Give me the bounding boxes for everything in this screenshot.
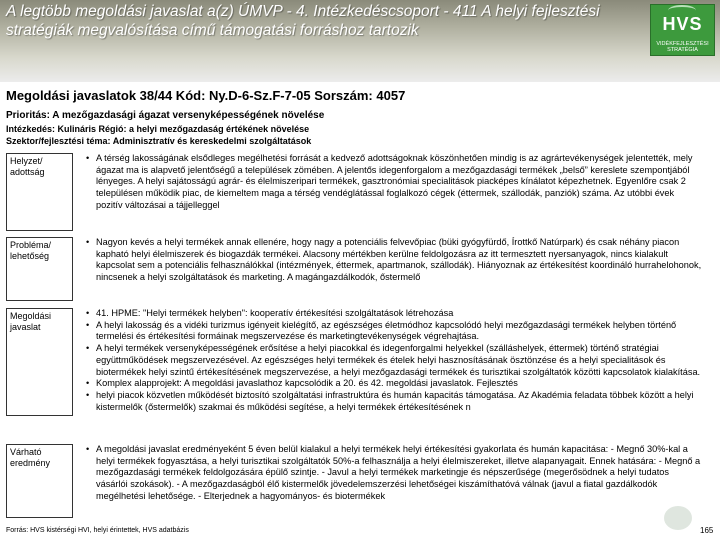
bullet-item: • helyi piacok közvetlen működését biztosító szolgáltatási infrastruktúra és humán kapacitás támogatása. Az Akadémia feladata többek között a helyi kistermelők (őstermelők) szakmai és működési segítése, a helyi termékek értékesítésének n: [88, 390, 703, 413]
page-number: 165: [700, 526, 714, 535]
logo-subtitle: VIDÉKFEJLESZTÉSI STRATÉGIA: [656, 41, 709, 53]
bullet-item: • A helyi termékek versenyképességének erősítése a helyi piacokkal és idegenforgalmi helyekkel (szálláshelyek, éttermek) történő stratégiai együttműködések megszervezésével. Az egészséges helyi termékek és ételek helyi hasznosításának ösztönzése és a helyi specialitások és biotermékek helyi szintű értékesítésének megszervezése, a helyi mezőgazdasági termékek és turisztikai szolgáltatók közötti kapcsolatok kialakítása.: [88, 343, 703, 378]
logo-text: HVS: [662, 14, 703, 34]
sector-line: Szektor/fejlesztési téma: Adminisztratív és kereskedelmi szolgáltatások: [6, 136, 312, 146]
bullet-item: • 41. HPME: "Helyi termékek helyben": kooperatív értékesítési szolgáltatások létrehozása: [88, 308, 703, 320]
bullet-list: [88, 308, 703, 413]
priority-line: Prioritás: A mezőgazdasági ágazat versenyképességének növelése: [6, 110, 325, 121]
footer-logo-icon: [664, 506, 692, 530]
bullet-list: [88, 237, 703, 284]
bullet-list: [88, 153, 703, 212]
hvs-logo: [650, 4, 715, 56]
bullet-list: [88, 444, 703, 503]
bullet-item: • A megoldási javaslat eredményeként 5 éven belül kialakul a helyi termékek helyi értékesítési gyakorlata és humán kapacitása: - Megnő 30%-kal a helyi termékek fogyasztása, a helyi turisztikai szolgáltatók 50%-a felhasználja a helyi élelmiszereket, illetve alapanyagait. Ennek hatására: - Megnő a mezőgazdasági termékek feldolgozására épülő szintje. - Javul a helyi termékek marketingje és népszerűsége (megerősödnek a helyi tudatos vásárlói szokások). - A mezőgazdaságból élő kistermelők jövedelemszerzési lehetőségei kiszámíthatóvá válnak (javul a fiatal gazdálkodók megélhetési lehetősége. - Elterjednek a hagyományos- és biotermékek: [88, 444, 703, 503]
header-banner: [0, 0, 720, 82]
source-note: Forrás: HVS kistérségi HVI, helyi érintettek, HVS adatbázis: [6, 527, 189, 534]
bullet-item: • Nagyon kevés a helyi termékek annak ellenére, hogy nagy a potenciális felvevőpiac (büki gyógyfürdő, Írottkő Natúrpark) és csak néhány piacon kapható helyi élelmiszerek és biogazdák termékei. Alacsony mértékben kerülne feldolgozásra az itt termesztett nyersanyagok, nincs kialakult kapcsolat sem a potenciális felhasználókkal (intézmények, éttermek, apartmanok, szállodák). Hiányoznak az értékesítést koordináló hurrahelohonok, nincsenek a helyi szolgáltatások és marketing. A magángazdálkodók, őstermelő: [88, 237, 703, 284]
bullet-item: • A helyi lakosság és a vidéki turizmus igényeit kielégítő, az egészséges életmódhoz kapcsolódó helyi mezőgazdasági termékek helyben történő termelési és értékesítési formáinak megszervezése és marketingtevékenységek végrehajtása.: [88, 320, 703, 343]
section-label: Várható eredmény: [6, 444, 73, 518]
header-title: A legtöbb megoldási javaslat a(z) ÚMVP - 4. Intézkedéscsoport - 411 A helyi fejlesztési stratégiák megvalósítása című támogatási forráshoz tartozik: [6, 3, 600, 39]
section-label: Helyzet/ adottság: [6, 153, 73, 231]
bullet-item: • Komplex alapprojekt: A megoldási javaslathoz kapcsolódik a 20. és 42. megoldási javaslatok. Fejlesztés: [88, 378, 703, 390]
section-label: Megoldási javaslat: [6, 308, 73, 416]
measure-line: Intézkedés: Kulináris Régió: a helyi mezőgazdaság értékének növelése: [6, 124, 310, 134]
bullet-item: • A térség lakosságának elsődleges megélhetési forrását a kedvező adottságoknak köszönhetően mindig is az agrártevékenységek jelentették, mely ágazat ma is alapvető jelentőségű a települések zömében. A jelentős idegenforgalom a mezőgazdasági termékek „belső” kereslete szempontjából lényeges. A helyi sajátosságú agrár- és élelmiszeripari termékek, gasztronómiai specialitások piacképes kínálatot képezhetnek. Egyenlőre csak 2 településen működik piac, de kiemeltem maga a térség vendéglátással foglalkozó cégek (éttermek, szállodák, panziók) száma. Az utóbbi évek pozitív változásai a tájjelleggel: [88, 153, 703, 212]
sheet-title: Megoldási javaslatok 38/44 Kód: Ny.D-6-Sz.F-7-05 Sorszám: 4057: [6, 88, 406, 103]
section-label: Probléma/ lehetőség: [6, 237, 73, 301]
